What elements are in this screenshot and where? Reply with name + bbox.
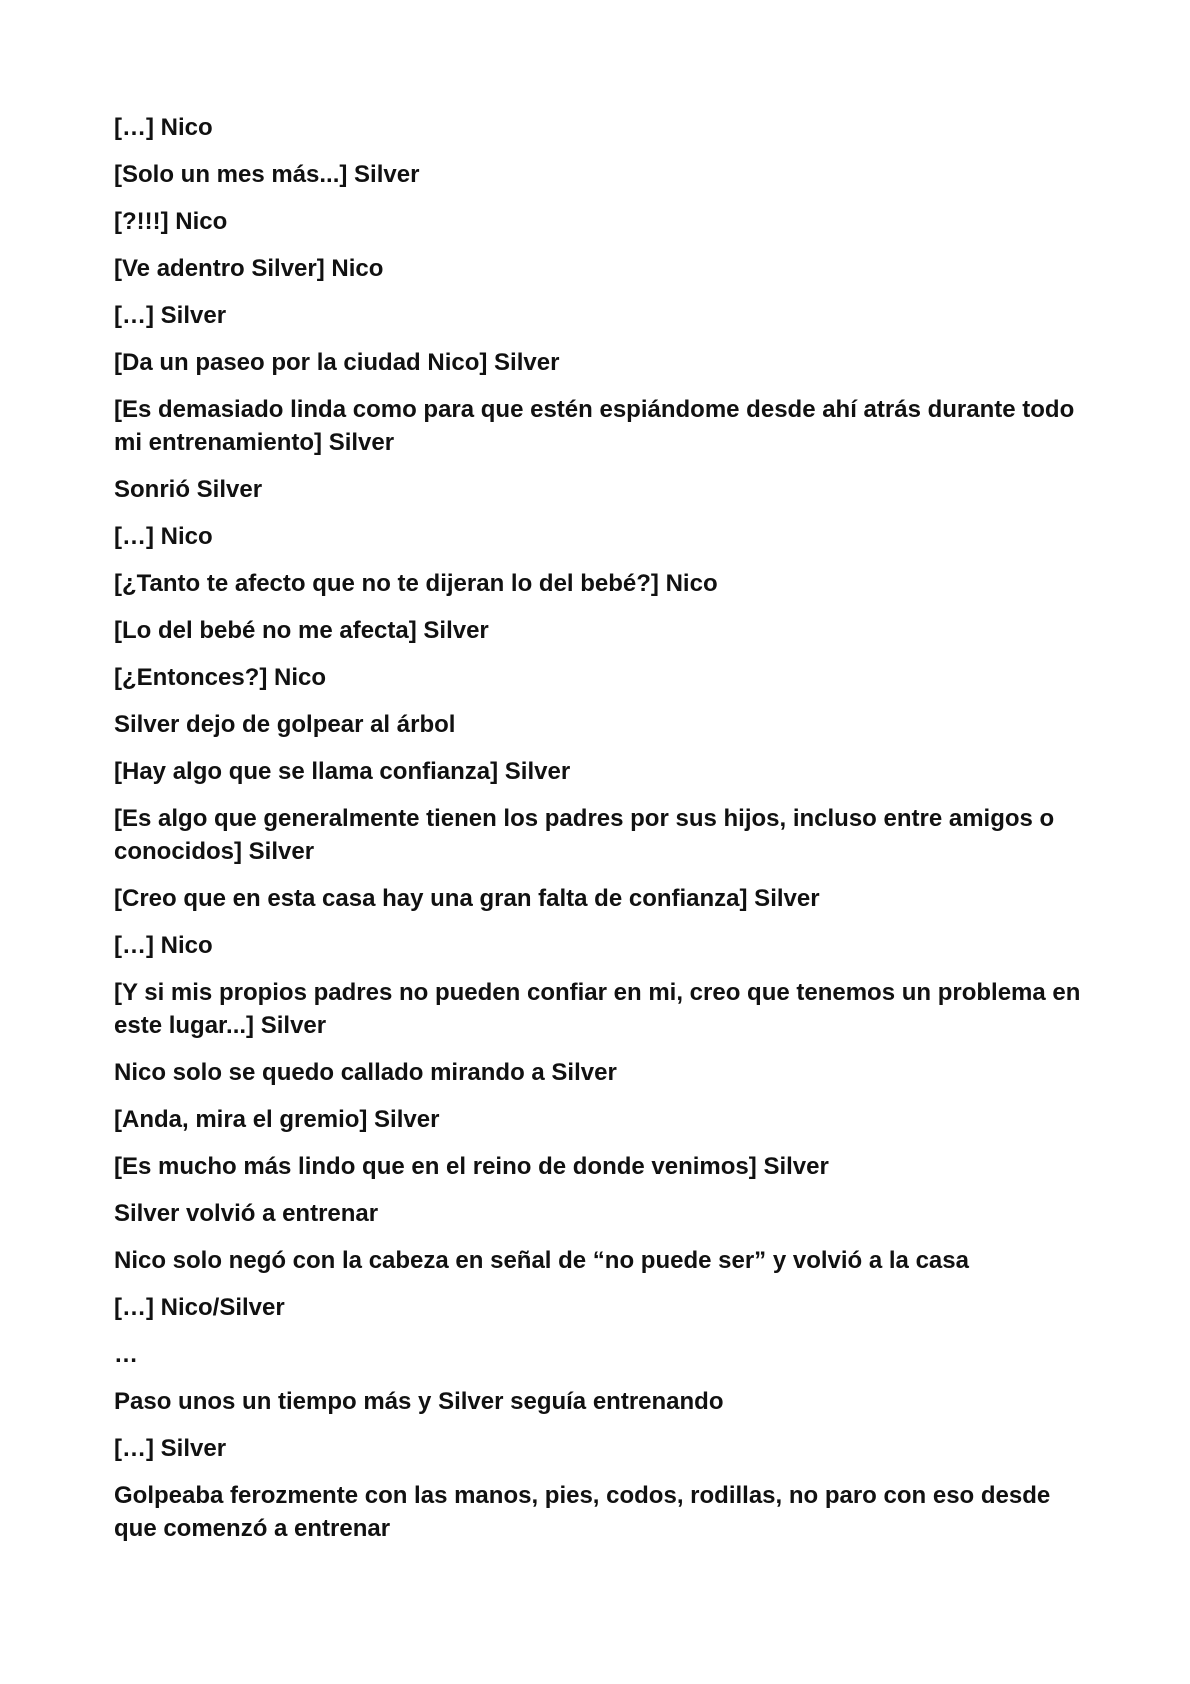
paragraph: [Es demasiado linda como para que estén espiándome desde ahí atrás durante todo mi entrenamiento] Silver bbox=[114, 396, 1075, 456]
paragraph: [Y si mis propios padres no pueden confiar en mi, creo que tenemos un problema en este lugar...] Silver bbox=[114, 979, 1081, 1039]
paragraph: [Ve adentro Silver] Nico bbox=[114, 255, 384, 282]
paragraph: Paso unos un tiempo más y Silver seguía entrenando bbox=[114, 1388, 724, 1415]
paragraph: Nico solo se quedo callado mirando a Silver bbox=[114, 1059, 617, 1086]
paragraph: Sonrió Silver bbox=[114, 476, 263, 503]
paragraph: […] Silver bbox=[114, 1435, 227, 1462]
paragraph: [¿Entonces?] Nico bbox=[114, 664, 327, 691]
paragraph: [Da un paseo por la ciudad Nico] Silver bbox=[114, 349, 560, 376]
paragraph: [¿Tanto te afecto que no te dijeran lo del bebé?] Nico bbox=[114, 570, 718, 597]
paragraph: [Hay algo que se llama confianza] Silver bbox=[114, 758, 571, 785]
paragraph: Silver volvió a entrenar bbox=[114, 1200, 379, 1227]
paragraph: [Es mucho más lindo que en el reino de donde venimos] Silver bbox=[114, 1153, 829, 1180]
paragraph: … bbox=[114, 1341, 138, 1368]
paragraph: [Lo del bebé no me afecta] Silver bbox=[114, 617, 489, 644]
paragraph: [Es algo que generalmente tienen los padres por sus hijos, incluso entre amigos o conocidos] Silver bbox=[114, 805, 1055, 865]
paragraph: [?!!!] Nico bbox=[114, 208, 228, 235]
paragraph: […] Silver bbox=[114, 302, 227, 329]
paragraph: […] Nico/Silver bbox=[114, 1294, 285, 1321]
paragraph: [Anda, mira el gremio] Silver bbox=[114, 1106, 440, 1133]
paragraph: […] Nico bbox=[114, 523, 213, 550]
paragraph: Silver dejo de golpear al árbol bbox=[114, 711, 456, 738]
paragraph: [Solo un mes más...] Silver bbox=[114, 161, 420, 188]
paragraph: [Creo que en esta casa hay una gran falta de confianza] Silver bbox=[114, 885, 820, 912]
paragraph: Nico solo negó con la cabeza en señal de “no puede ser” y volvió a la casa bbox=[114, 1247, 969, 1274]
paragraph: Golpeaba ferozmente con las manos, pies, codos, rodillas, no paro con eso desde que comenzó a entrenar bbox=[114, 1482, 1051, 1542]
paragraph: […] Nico bbox=[114, 932, 213, 959]
document-body bbox=[114, 111, 1084, 1559]
paragraph: […] Nico bbox=[114, 114, 213, 141]
